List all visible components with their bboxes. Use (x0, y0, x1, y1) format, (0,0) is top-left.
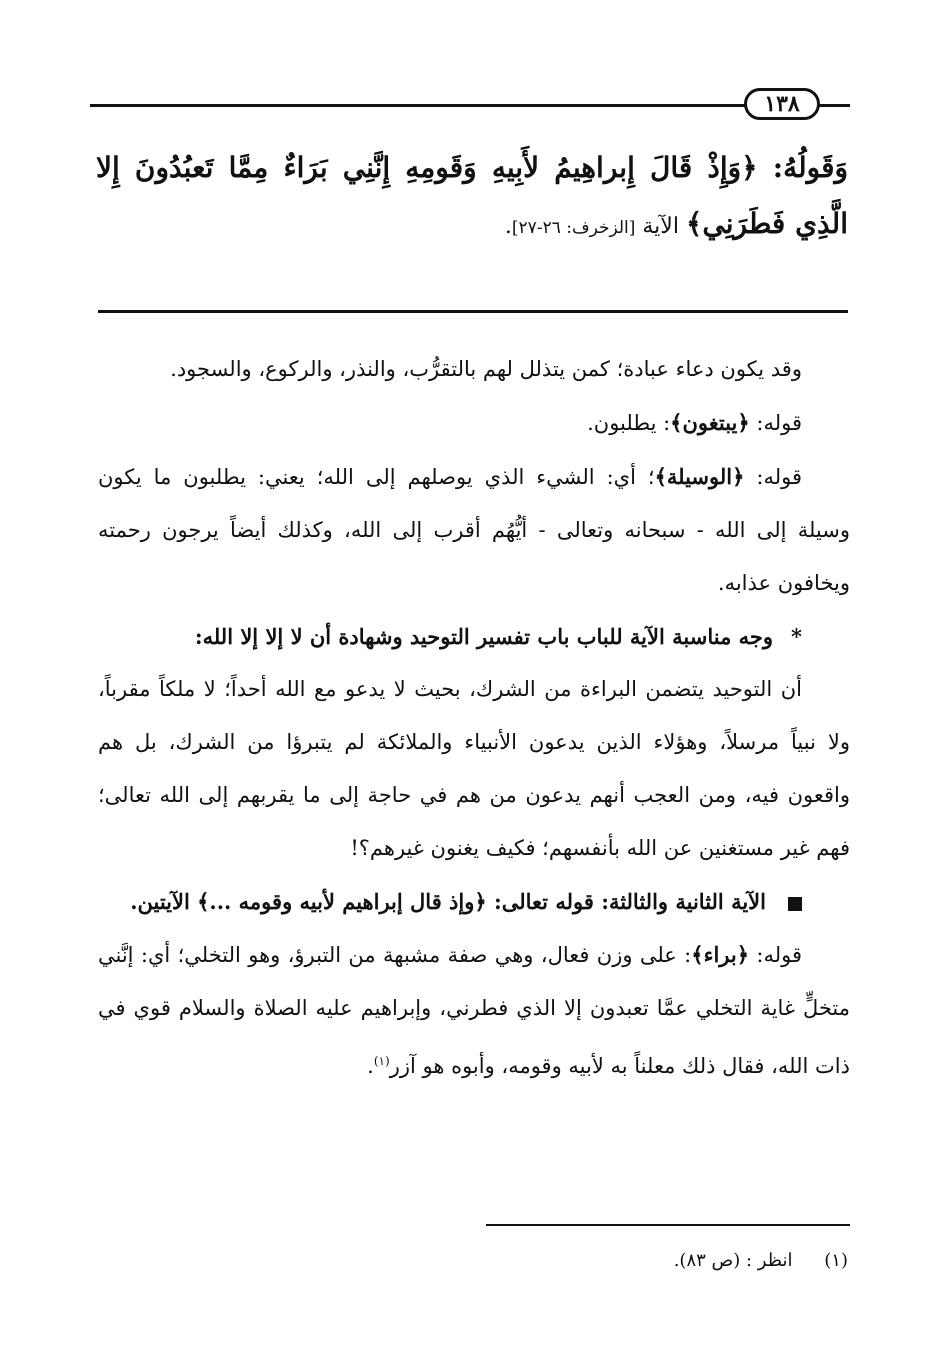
p5-label: قوله: (749, 943, 802, 967)
star-marker: * (791, 624, 802, 649)
header-rule-left (90, 104, 746, 107)
verse-reference: [الزخرف: ٢٦-٢٧] (511, 218, 636, 238)
p5-term: ﴿براء﴾ (691, 942, 750, 967)
paragraph-1: وقد يكون دعاء عبادة؛ كمن يتذلل لهم بالتقرُّب، والنذر، والركوع، والسجود. (170, 357, 802, 381)
footnote-text: انظر : (ص ٨٣). (673, 1250, 793, 1271)
paragraph-3 (98, 450, 850, 610)
section-title-text: الآية الثانية والثالثة: قوله تعالى: ﴿وإذ قال إبراهيم لأبيه وقومه ...﴾ الآيتين. (130, 889, 766, 914)
verse-line-1: وَقَولُهُ: ﴿وَإِذْ قَالَ إِبراهِيمُ لأَبِيهِ وَقَومِهِ إِنَّنِي بَرَاءٌ مِمَّا تَعبُدُونَ إِلا الَّذِي (96, 151, 848, 240)
square-bullet-icon (788, 897, 802, 911)
p3-label: قوله: (744, 465, 803, 489)
p5-end: . (367, 1054, 374, 1078)
p3-term: ﴿الوسيلة﴾ (654, 464, 745, 489)
relevance-heading-text: وجه مناسبة الآية للباب باب تفسير التوحيد وشهادة أن لا إلا إلا الله: (194, 624, 774, 649)
paragraph-4: أن التوحيد يتضمن البراءة من الشرك، بحيث لا يدعو مع الله أحداً؛ لا ملكاً مقرباً، ولا نبياً مرسلاً، وهؤلاء الذين يدعون الأنبياء والملائكة لم يتبرؤا من الشرك، بل هم واقعون فيه، ومن العجب أنهم يدعون من هم في حاجة إلى ما يقربهم إلى الله تعالى؛ فهم غير مستغنين عن الله بأنفسهم؛ فكيف يغنون غيرهم؟! (98, 677, 850, 860)
p2-text: : يطلبون. (587, 411, 671, 435)
paragraph-5 (98, 928, 850, 1093)
verse-ayah-word: الآية (635, 214, 686, 239)
commentary-body (98, 343, 850, 1093)
footnote-number: (١) (824, 1250, 848, 1271)
footnote (440, 1246, 848, 1276)
p3-text: ؛ أي: الشيء الذي يوصلهم إلى الله؛ يعني: يطلبون ما يكون وسيلة إلى الله - سبحانه وتعالى - أيُّهُم أقرب إلى الله، وكذلك أيضاً يرجون رحمته ويخافون عذابه. (98, 465, 850, 595)
quran-verse-block (96, 140, 848, 256)
footnote-reference: (١) (373, 1054, 390, 1068)
footnote-rule (486, 1224, 850, 1226)
paragraph-2 (98, 396, 850, 450)
header-rule-right (818, 104, 850, 107)
relevance-heading (98, 610, 850, 663)
verse-end: . (504, 214, 512, 239)
verse-line-2-bold: فَطَرَنِي﴾ (685, 207, 786, 240)
p2-term: ﴿يبتغون﴾ (670, 410, 750, 435)
section-title (98, 875, 850, 928)
section-divider (98, 310, 848, 313)
p5-text: : على وزن فعال، وهي صفة مشبهة من التبرؤ، وهو التخلي؛ أي: إنَّني متخلٍّ غاية التخلي عمَّا تعبدون إلا الذي فطرني، وإبراهيم عليه الصلاة والسلام قوي في ذات الله، فقال ذلك معلناً به لأبيه وقومه، وأبوه هو آزر (98, 943, 850, 1078)
page-number-badge: ١٣٨ (744, 88, 820, 120)
p2-label: قوله: (749, 411, 802, 435)
